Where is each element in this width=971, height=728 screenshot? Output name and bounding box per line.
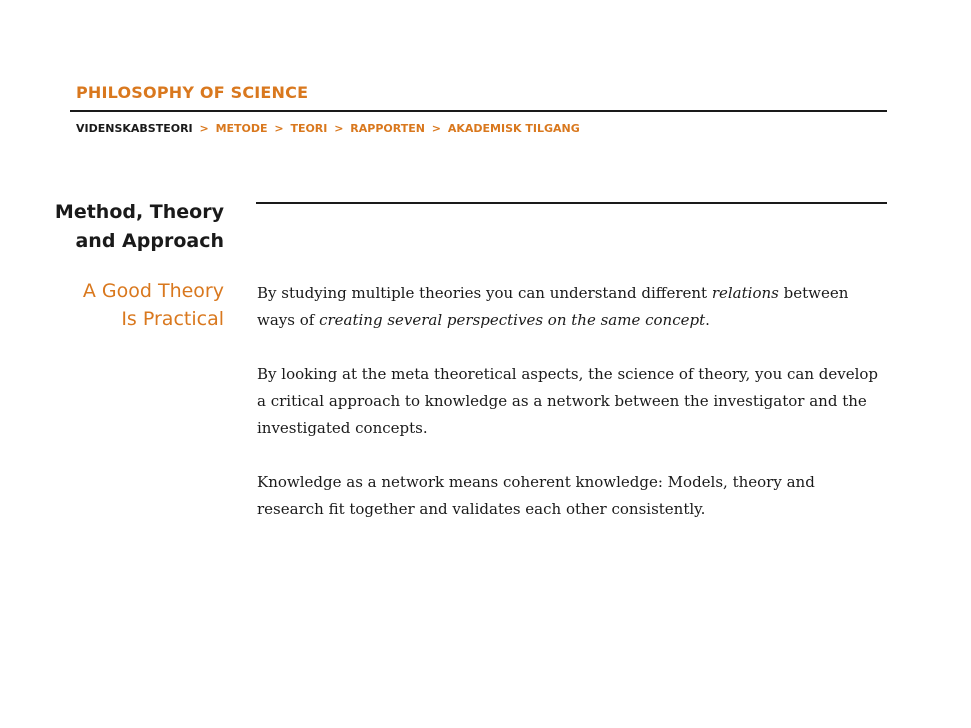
breadcrumb-item-akademisk-tilgang[interactable]: AKADEMISK TILGANG bbox=[447, 122, 580, 135]
breadcrumb bbox=[76, 122, 580, 135]
body-text bbox=[257, 280, 882, 550]
section-title-line: Method, Theory bbox=[54, 201, 224, 223]
breadcrumb-item-teori[interactable]: TEORI bbox=[290, 122, 328, 135]
text-run: By studying multiple theories you can understand different bbox=[257, 284, 712, 302]
content-divider bbox=[256, 202, 887, 204]
emphasis-relations: relations bbox=[711, 284, 779, 302]
breadcrumb-item-videnskabsteori[interactable]: VIDENSKABSTEORI bbox=[76, 122, 193, 135]
section-subtitle-line: Is Practical bbox=[121, 308, 224, 330]
paragraph: By looking at the meta theoretical aspects, the science of theory, you can develop a critical approach to knowledge as a network between the investigator and the investigated concepts. bbox=[257, 365, 879, 437]
breadcrumb-separator: > bbox=[274, 122, 284, 135]
section-title-line: and Approach bbox=[75, 230, 224, 252]
emphasis-perspectives: creating several perspectives on the same concept bbox=[319, 311, 706, 329]
breadcrumb-item-metode[interactable]: METODE bbox=[215, 122, 268, 135]
breadcrumb-item-rapporten[interactable]: RAPPORTEN bbox=[350, 122, 425, 135]
breadcrumb-separator: > bbox=[334, 122, 344, 135]
header-divider bbox=[70, 110, 887, 112]
paragraph bbox=[257, 280, 882, 334]
page-header-title: PHILOSOPHY OF SCIENCE bbox=[76, 83, 309, 102]
paragraph: Knowledge as a network means coherent knowledge: Models, theory and research fit together and validates each other consistently. bbox=[257, 473, 815, 518]
section-subtitle-line: A Good Theory bbox=[82, 280, 224, 302]
breadcrumb-separator: > bbox=[199, 122, 209, 135]
text-run: . bbox=[705, 311, 710, 329]
breadcrumb-separator: > bbox=[431, 122, 442, 135]
section-subtitle bbox=[34, 277, 224, 333]
text-run: between ways of bbox=[257, 284, 849, 329]
section-title bbox=[34, 198, 224, 256]
